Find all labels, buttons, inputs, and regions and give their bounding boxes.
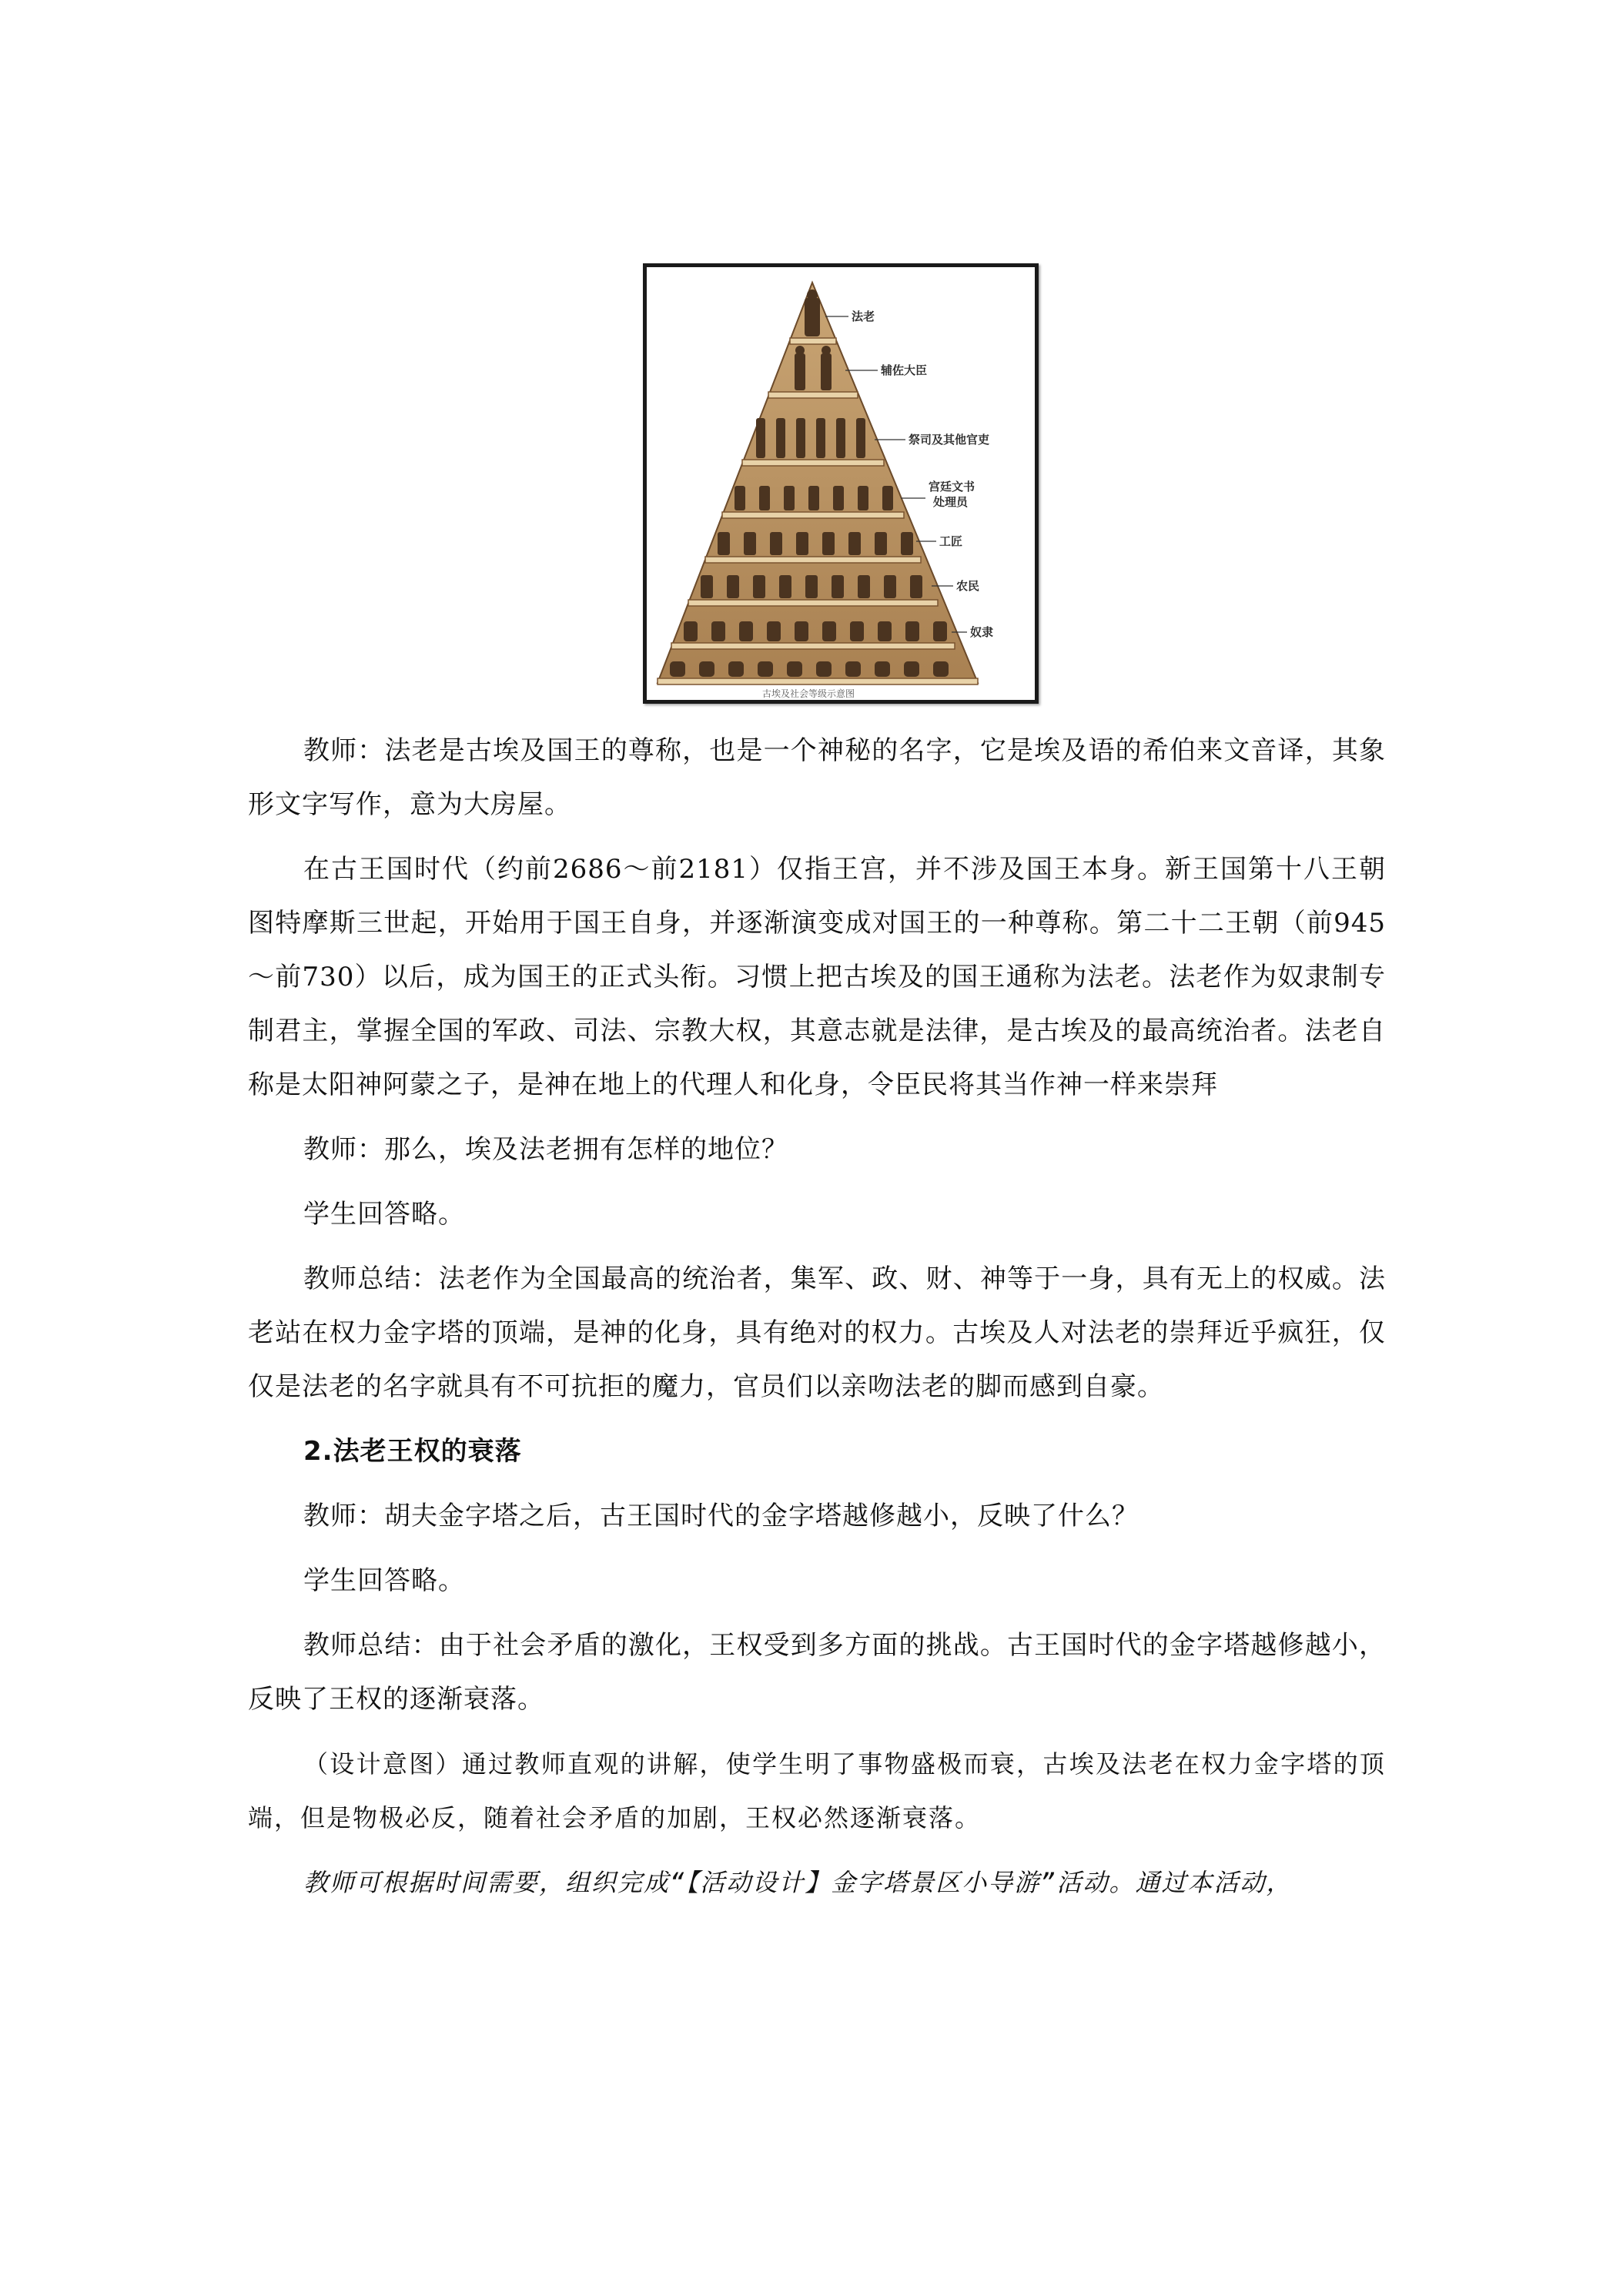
label-court-scribes-2: 处理员: [933, 495, 969, 509]
paragraph-student-answer-2: 学生回答略。: [303, 1565, 465, 1596]
paragraph-design-intent: （设计意图）通过教师直观的讲解，使学生明了事物盛极而衰，古埃及法老在权力金字塔的顶端，但是物极必反，随着社会矛盾的加剧，王权必然逐渐衰落。: [248, 1749, 1386, 1832]
paragraph-teacher-question: 教师：那么，埃及法老拥有怎样的地位？: [303, 1134, 788, 1165]
label-pharaoh: 法老: [852, 310, 875, 323]
paragraph-pharaoh-definition: 教师：法老是古埃及国王的尊称，也是一个神秘的名字，它是埃及语的希伯来文音译，其象形文字写作，意为大房屋。: [248, 735, 1386, 820]
social-pyramid-illustration: [647, 267, 1035, 700]
paragraph-teacher-summary: 教师总结：法老作为全国最高的统治者，集军、政、财、神等于一身，具有无上的权威。法老站在权力金字塔的顶端，是神的化身，具有绝对的权力。古埃及人对法老的崇拜近乎疯狂，仅仅是法老的名字就具有不可抗拒的魔力，官员们以亲吻法老的脚而感到自豪。: [248, 1263, 1386, 1402]
label-priests-officials: 祭司及其他官吏: [909, 433, 990, 447]
label-artisans: 工匠: [939, 534, 963, 548]
paragraph-pharaoh-history: 在古王国时代（约前2686～前2181）仅指王宫，并不涉及国王本身。新王国第十八王朝图特摩斯三世起，开始用于国王自身，并逐渐演变成对国王的一种尊称。第二十二王朝（前945～前730）以后，成为国王的正式头衔。习惯上把古埃及的国王通称为法老。法老作为奴隶制专制君主，掌握全国的军政、司法、宗教大权，其意志就是法律，是古埃及的最高统治者。法老自称是太阳神阿蒙之子，是神在地上的代理人和化身，令臣民将其当作神一样来崇拜: [248, 854, 1386, 1100]
paragraph-student-answer: 学生回答略。: [303, 1199, 465, 1230]
label-farmers: 农民: [956, 579, 980, 593]
paragraph-teacher-question-2: 教师：胡夫金字塔之后，古王国时代的金字塔越修越小，反映了什么？: [303, 1501, 1139, 1531]
body-text: [248, 724, 1386, 1920]
label-court-scribes: 宫廷文书: [929, 480, 975, 494]
section-heading: 2.法老王权的衰落: [303, 1436, 522, 1467]
paragraph-teacher-summary-2: 教师总结：由于社会矛盾的激化，王权受到多方面的挑战。古王国时代的金字塔越修越小，反映了王权的逐渐衰落。: [248, 1630, 1386, 1715]
paragraph-activity-note: 教师可根据时间需要，组织完成“【活动设计】金字塔景区小导游”活动。通过本活动，: [303, 1868, 1293, 1897]
label-slaves: 奴隶: [970, 625, 994, 639]
pyramid-figure: [643, 263, 1039, 704]
label-ministers: 辅佐大臣: [881, 363, 928, 377]
figure-caption: 古埃及社会等级示意图: [762, 688, 855, 699]
